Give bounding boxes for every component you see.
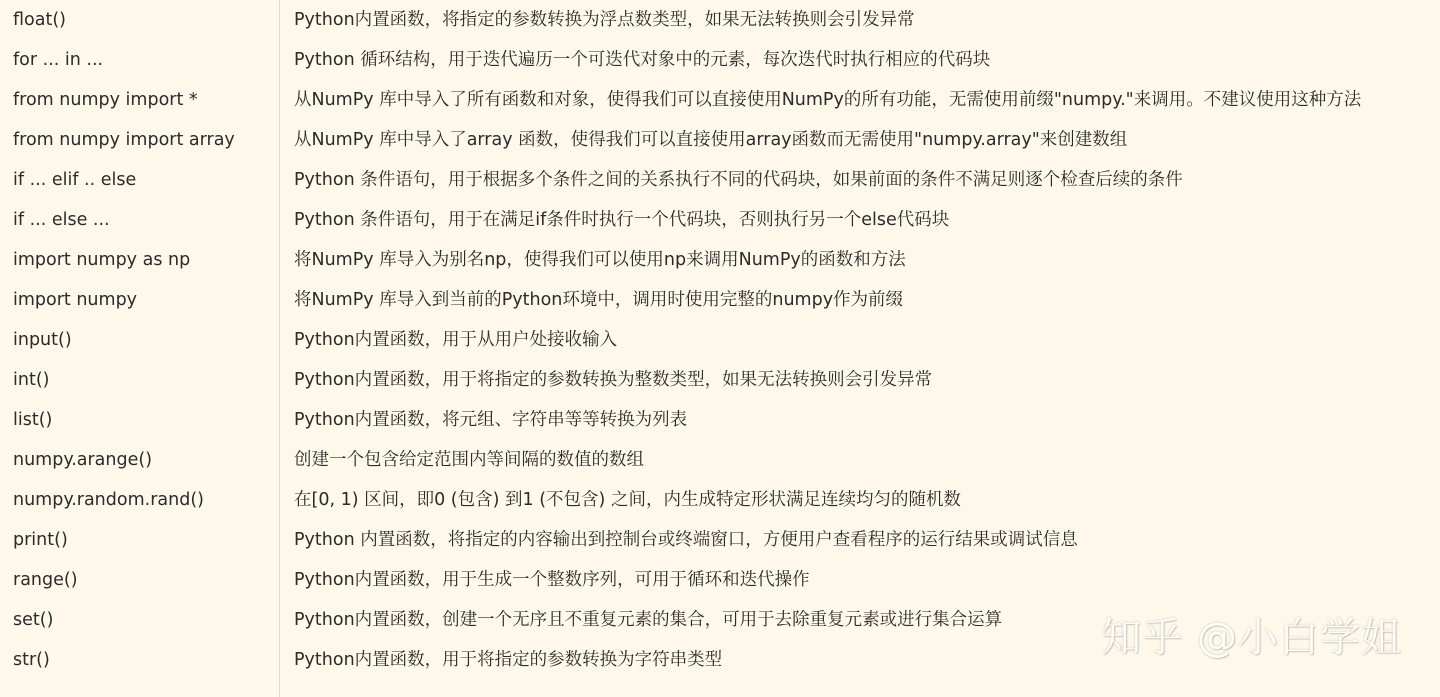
function-description: Python内置函数，用于从用户处接收输入 (294, 330, 618, 350)
function-description: Python内置函数，用于将指定的参数转换为字符串类型 (294, 650, 723, 670)
function-description: 从NumPy 库中导入了array 函数，使得我们可以直接使用array函数而无需使用"numpy.array"来创建数组 (294, 130, 1128, 150)
function-description: Python内置函数，用于生成一个整数序列，可用于循环和迭代操作 (294, 570, 810, 590)
table-row (0, 560, 1440, 600)
function-name: for ... in ... (13, 50, 104, 70)
table-row (0, 440, 1440, 480)
function-description: Python内置函数，创建一个无序且不重复元素的集合，可用于去除重复元素或进行集合运算 (294, 610, 1003, 630)
function-name: if ... elif .. else (13, 170, 137, 190)
table-row (0, 120, 1440, 160)
function-name: set() (13, 610, 54, 630)
table-row (0, 400, 1440, 440)
function-name: input() (13, 330, 72, 350)
function-name: float() (13, 10, 66, 30)
function-description: 将NumPy 库导入为别名np，使得我们可以使用np来调用NumPy的函数和方法 (294, 250, 906, 270)
function-name: from numpy import array (13, 130, 235, 150)
function-name: numpy.arange() (13, 450, 153, 470)
table-row (0, 520, 1440, 560)
function-description: Python 循环结构，用于迭代遍历一个可迭代对象中的元素，每次迭代时执行相应的代码块 (294, 50, 991, 70)
function-description: Python 条件语句，用于在满足if条件时执行一个代码块，否则执行另一个else代码块 (294, 210, 950, 230)
table-row (0, 320, 1440, 360)
function-description: Python 条件语句，用于根据多个条件之间的关系执行不同的代码块，如果前面的条件不满足则逐个检查后续的条件 (294, 170, 1183, 190)
function-description: 将NumPy 库导入到当前的Python环境中，调用时使用完整的numpy作为前缀 (294, 290, 904, 310)
function-description: Python内置函数，将指定的参数转换为浮点数类型，如果无法转换则会引发异常 (294, 10, 915, 30)
function-name: numpy.random.rand() (13, 490, 204, 510)
table-row (0, 280, 1440, 320)
zhihu-watermark: 知乎 @小白学姐 (1101, 615, 1402, 661)
function-name: str() (13, 650, 50, 670)
function-name: range() (13, 570, 78, 590)
function-name: print() (13, 530, 68, 550)
function-name: list() (13, 410, 53, 430)
table-row (0, 240, 1440, 280)
table-row (0, 0, 1440, 40)
function-description: Python内置函数，用于将指定的参数转换为整数类型，如果无法转换则会引发异常 (294, 370, 933, 390)
function-description: 在[0, 1) 区间，即0 (包含) 到1 (不包含) 之间，内生成特定形状满足连续均匀的随机数 (294, 490, 961, 510)
table-row (0, 200, 1440, 240)
table-row (0, 160, 1440, 200)
function-name: import numpy as np (13, 250, 191, 270)
table-row (0, 80, 1440, 120)
function-name: from numpy import * (13, 90, 198, 110)
table-row (0, 360, 1440, 400)
function-description: Python内置函数，将元组、字符串等等转换为列表 (294, 410, 688, 430)
table-row (0, 480, 1440, 520)
function-name: int() (13, 370, 50, 390)
function-name: if ... else ... (13, 210, 110, 230)
function-name: import numpy (13, 290, 138, 310)
table-row (0, 40, 1440, 80)
function-description: Python 内置函数，将指定的内容输出到控制台或终端窗口，方便用户查看程序的运行结果或调试信息 (294, 530, 1078, 550)
function-description: 创建一个包含给定范围内等间隔的数值的数组 (294, 450, 644, 470)
function-description: 从NumPy 库中导入了所有函数和对象，使得我们可以直接使用NumPy的所有功能，无需使用前缀"numpy."来调用。不建议使用这种方法 (294, 90, 1362, 110)
